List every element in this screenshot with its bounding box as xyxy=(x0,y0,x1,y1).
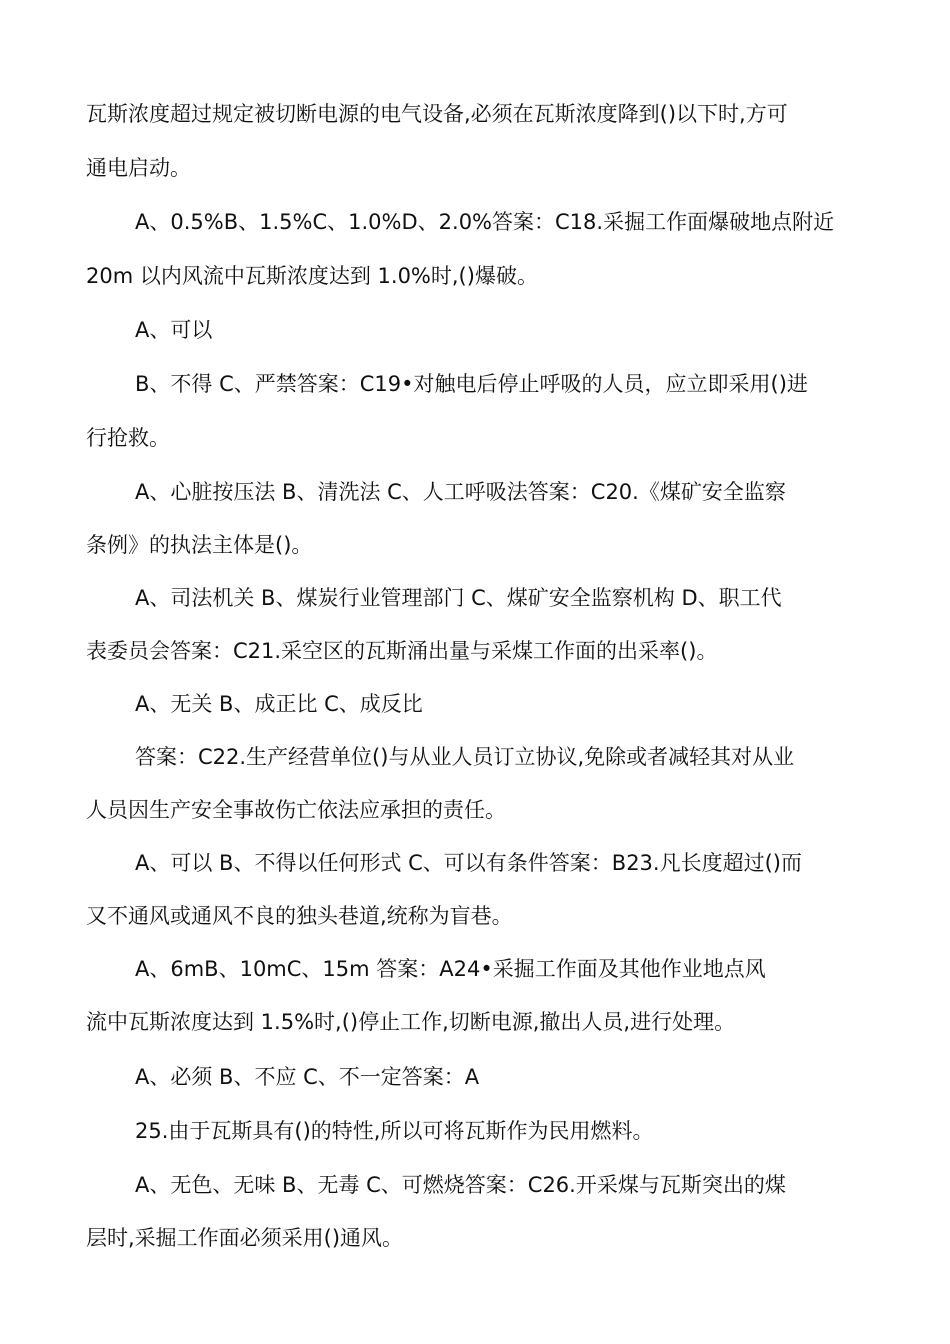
text-line: A、必须 B、不应 C、不一定答案：A xyxy=(135,1065,480,1089)
text-line: A、司法机关 B、煤炭行业管理部门 C、煤矿安全监察机构 D、职工代 xyxy=(135,586,782,610)
text-line: 瓦斯浓度超过规定被切断电源的电气设备,必须在瓦斯浓度降到()以下时,方可 xyxy=(86,102,788,126)
text-line: 20m 以内风流中瓦斯浓度达到 1.0%时,()爆破。 xyxy=(86,264,538,288)
text-line: A、无色、无味 B、无毒 C、可燃烧答案：C26.开采煤与瓦斯突出的煤 xyxy=(135,1173,786,1197)
text-line: 通电启动。 xyxy=(86,156,191,180)
text-line: 条例》的执法主体是()。 xyxy=(86,533,313,557)
text-line: A、0.5%B、1.5%C、1.0%D、2.0%答案：C18.采掘工作面爆破地点附近 xyxy=(135,210,835,234)
text-line: B、不得 C、严禁答案：C19•对触电后停止呼吸的人员，应立即采用()进 xyxy=(135,372,808,396)
text-line: 又不通风或通风不良的独头巷道,统称为盲巷。 xyxy=(86,904,513,928)
text-line: A、可以 xyxy=(135,318,213,342)
text-line: 行抢救。 xyxy=(86,426,170,450)
text-line: 表委员会答案：C21.采空区的瓦斯涌出量与采煤工作面的出采率()。 xyxy=(86,639,718,663)
text-line: 25.由于瓦斯具有()的特性,所以可将瓦斯作为民用燃料。 xyxy=(135,1119,654,1143)
text-line: A、心脏按压法 B、清洗法 C、人工呼吸法答案：C20.《煤矿安全监察 xyxy=(135,480,786,504)
text-line: 答案：C22.生产经营单位()与从业人员订立协议,免除或者减轻其对从业 xyxy=(135,745,795,769)
text-line: 流中瓦斯浓度达到 1.5%时,()停止工作,切断电源,撤出人员,进行处理。 xyxy=(86,1010,736,1034)
text-line: A、6mB、10mC、15m 答案：A24•采掘工作面及其他作业地点风 xyxy=(135,957,766,981)
text-line: A、无关 B、成正比 C、成反比 xyxy=(135,692,423,716)
text-line: A、可以 B、不得以任何形式 C、可以有条件答案：B23.凡长度超过()而 xyxy=(135,851,802,875)
text-line: 层时,采掘工作面必须采用()通风。 xyxy=(86,1226,404,1250)
text-line: 人员因生产安全事故伤亡依法应承担的责任。 xyxy=(86,798,506,822)
